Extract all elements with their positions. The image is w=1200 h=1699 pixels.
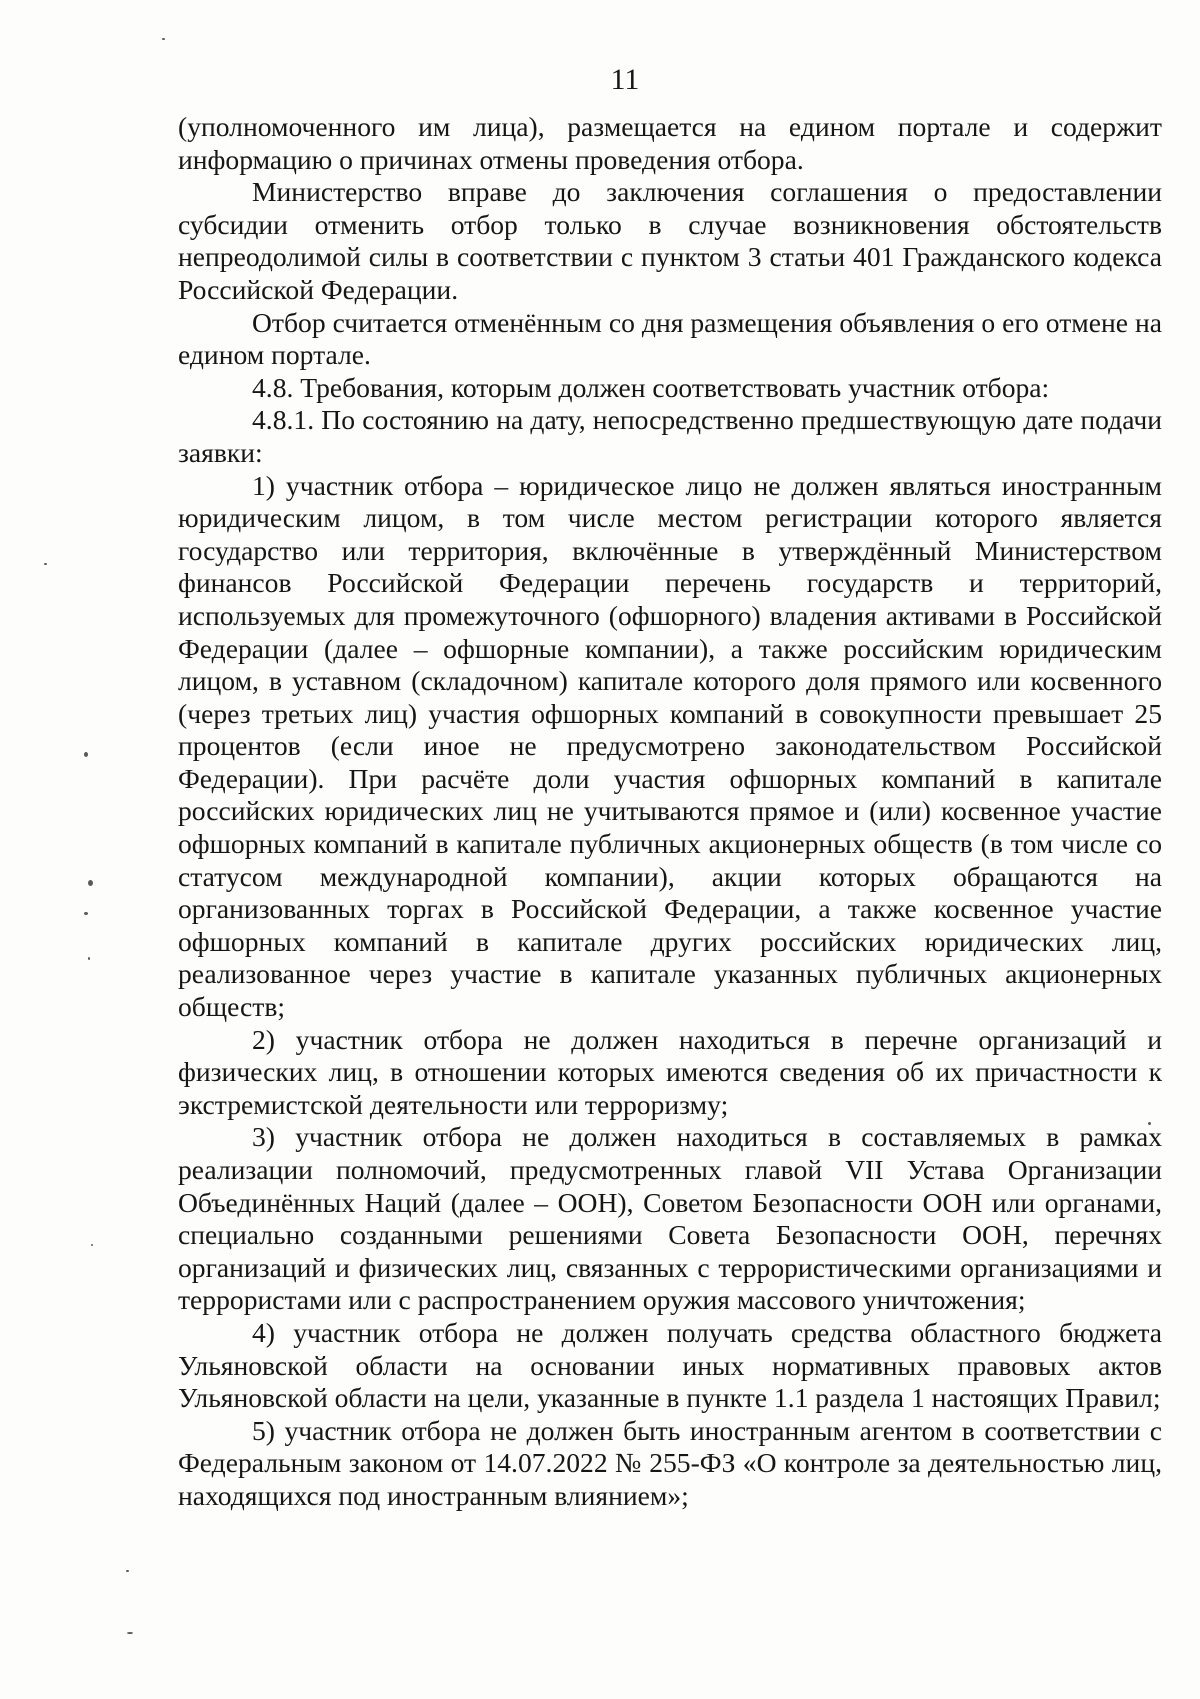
paragraph-cancellation-right: Министерство вправе до заключения соглашения о предоставлении субсидии отменить отбор только в случае возникновения обстоятельств непреодолимой силы в соответствии с пунктом 3 статьи 401 Гражданского кодекса Российской Федерации. [178, 176, 1162, 305]
scan-speck [84, 752, 88, 757]
scan-speck [88, 957, 90, 960]
scan-speck [127, 1632, 133, 1634]
scan-speck [91, 1244, 93, 1246]
requirement-item-5: 5) участник отбора не должен быть иностранным агентом в соответствии с Федеральным законом от 14.07.2022 № 255-ФЗ «О контроле за деятельностью лиц, находящихся под иностранным влиянием»; [178, 1414, 1162, 1511]
requirement-item-3: 3) участник отбора не должен находиться в составляемых в рамках реализации полномочий, предусмотренных главой VII Устава Организации Объединённых Наций (далее – ООН), Советом Безопасности ООН или органами, специально созданными решениями Совета Безопасности ООН, перечнях организаций и физических лиц, связанных с террористическими организациями и террористами или с распространением оружия массового уничтожения; [178, 1121, 1162, 1316]
scan-speck [88, 880, 93, 886]
scan-speck [126, 1570, 129, 1572]
paragraph-cancellation-date: Отбор считается отменённым со дня размещения объявления о его отмене на едином портале. [178, 306, 1162, 371]
scan-speck [162, 38, 165, 40]
scan-speck [44, 563, 47, 565]
scan-speck [84, 912, 88, 915]
requirement-item-1: 1) участник отбора – юридическое лицо не должен являться иностранным юридическим лицом, в том числе местом регистрации которого является государство или территория, включённые в утверждённый Министерством финансов Российской Федерации перечень государств и территорий, используемых для промежуточного (офшорного) владения активами в Российской Федерации (далее – офшорные компании), а также российским юридическим лицом, в уставном (складочном) капитале которого доля прямого или косвенного (через третьих лиц) участия офшорных компаний в совокупности превышает 25 процентов (если иное не предусмотрено законодательством Российской Федерации). При расчёте доли участия офшорных компаний в капитале российских юридических лиц не учитываются прямое и (или) косвенное участие офшорных компаний в капитале публичных акционерных обществ (в том числе со статусом международной компании), акции которых обращаются на организованных торгах в Российской Федерации, а также косвенное участие офшорных компаний в капитале других российских юридических лиц, реализованное через участие в капитале указанных публичных акционерных обществ; [178, 469, 1162, 1023]
requirement-item-2: 2) участник отбора не должен находиться в перечне организаций и физических лиц, в отношении которых имеются сведения об их причастности к экстремистской деятельности или терроризму; [178, 1023, 1162, 1120]
requirement-item-4: 4) участник отбора не должен получать средства областного бюджета Ульяновской области на основании иных нормативных правовых актов Ульяновской области на цели, указанные в пункте 1.1 раздела 1 настоящих Правил; [178, 1316, 1162, 1414]
document-body [178, 111, 1162, 1513]
clause-4-8-1-heading: 4.8.1. По состоянию на дату, непосредственно предшествующую дате подачи заявки: [178, 404, 1162, 468]
paragraph-continuation: (уполномоченного им лица), размещается на едином портале и содержит информацию о причинах отмены проведения отбора. [178, 111, 1162, 175]
page-number: 11 [610, 63, 640, 96]
clause-4-8-heading: 4.8. Требования, которым должен соответствовать участник отбора: [252, 371, 1050, 403]
